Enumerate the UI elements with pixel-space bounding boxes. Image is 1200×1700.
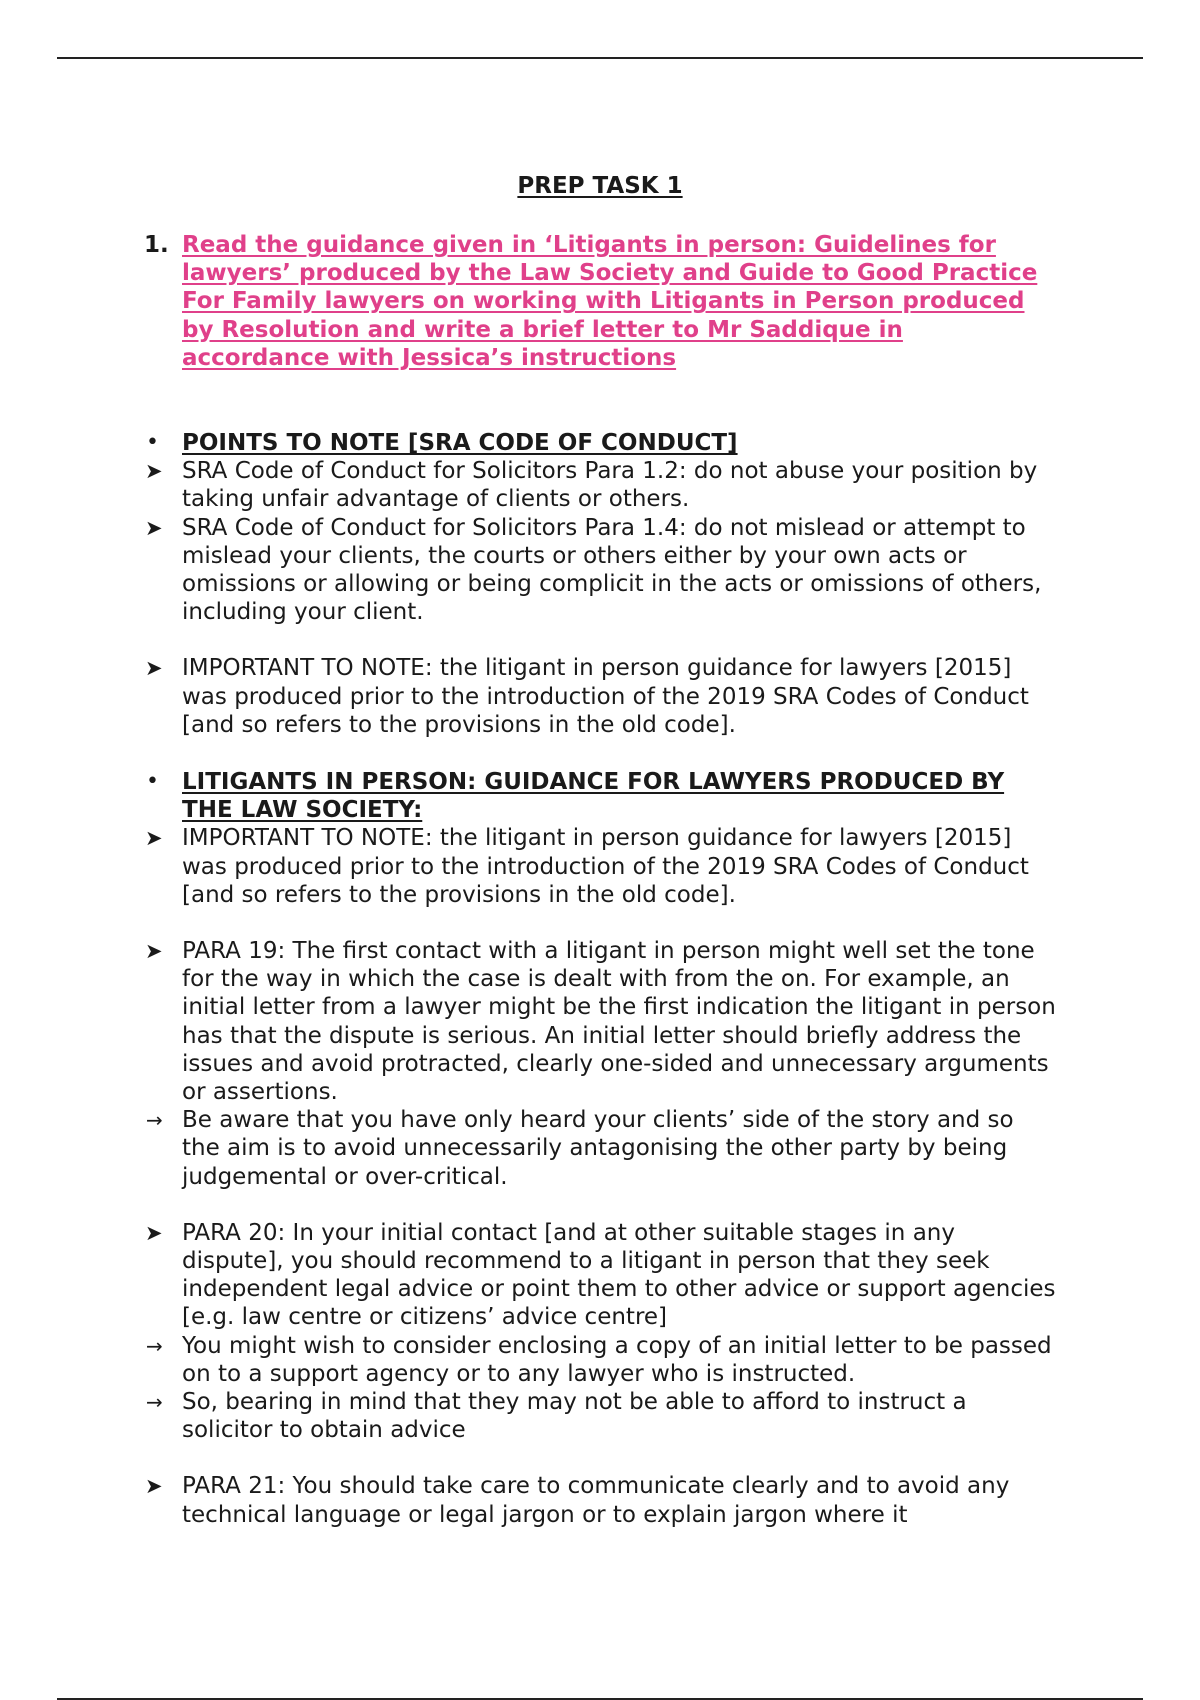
bullet-icon: • [146, 430, 159, 455]
list-item [0, 937, 1057, 1106]
list-item [0, 1106, 1057, 1191]
chevron-bullet-icon: ➤ [145, 1474, 163, 1499]
list-item-text: Be aware that you have only heard your clients’ side of the story and so the aim is to avoid unnecessarily antagonising the other party by being judgemental or over-critical. [182, 1107, 1014, 1190]
list-item [0, 514, 1057, 627]
chevron-bullet-icon: ➤ [145, 515, 163, 540]
list-item [0, 824, 1057, 909]
list-item-text: You might wish to consider enclosing a copy of an initial letter to be passed on to a support agency or to any lawyer who is instructed. [182, 1332, 1052, 1387]
arrow-right-icon: → [146, 1390, 163, 1415]
chevron-bullet-icon: ➤ [145, 1220, 163, 1245]
list-item-text: So, bearing in mind that they may not be able to afford to instruct a solicitor to obtain advice [182, 1389, 967, 1444]
page-title: PREP TASK 1 [517, 173, 683, 199]
list-item-text: PARA 19: The first contact with a litigant in person might well set the tone for the way in which the case is dealt with from the on. For example, an initial letter from a lawyer might be the first indication the litigant in person has that the dispute is serious. An initial letter should briefly address the issues and avoid protracted, clearly one-sided and unnecessary arguments or assertions. [182, 938, 1056, 1106]
section-points-to-note [0, 429, 1200, 739]
list-item-text: IMPORTANT TO NOTE: the litigant in person guidance for lawyers [2015] was produced prior to the introduction of the 2019 SRA Codes of Conduct [and so refers to the provisions in the old code]. [182, 825, 1029, 908]
chevron-bullet-icon: ➤ [145, 459, 163, 484]
list-item-text: SRA Code of Conduct for Solicitors Para 1.4: do not mislead or attempt to mislead your clients, the courts or others either by your own acts or omissions or allowing or being complicit in the acts or omissions of others, including your client. [182, 514, 1042, 626]
list-item [0, 1219, 1057, 1332]
section-heading: POINTS TO NOTE [SRA CODE OF CONDUCT] [182, 430, 738, 456]
list-item-text: SRA Code of Conduct for Solicitors Para 1.2: do not abuse your position by taking unfair advantage of clients or others. [182, 458, 1038, 513]
question-text: Read the guidance given in ‘Litigants in person: Guidelines for lawyers’ produced by the Law Society and Guide to Good Practice For Family lawyers on working with Litigants in Person produced by Resolution and write a brief letter to Mr Saddique in accordance with Jessica’s instructions [182, 232, 1038, 371]
question-1 [0, 231, 1200, 372]
list-item [0, 457, 1057, 513]
list-item [0, 1332, 1057, 1388]
list-item [0, 1472, 1057, 1528]
list-item-text: IMPORTANT TO NOTE: the litigant in person guidance for lawyers [2015] was produced prior to the introduction of the 2019 SRA Codes of Conduct [and so refers to the provisions in the old code]. [182, 655, 1029, 738]
section-law-society-guidance [0, 768, 1200, 1529]
chevron-bullet-icon: ➤ [145, 939, 163, 964]
bullet-icon: • [146, 769, 159, 794]
list-item [0, 654, 1057, 739]
list-item-text: PARA 21: You should take care to communicate clearly and to avoid any technical language or legal jargon or to explain jargon where it [182, 1473, 1010, 1528]
arrow-right-icon: → [146, 1333, 163, 1358]
arrow-right-icon: → [146, 1108, 163, 1133]
chevron-bullet-icon: ➤ [145, 656, 163, 681]
section-heading: LITIGANTS IN PERSON: GUIDANCE FOR LAWYERS PRODUCED BY THE LAW SOCIETY: [182, 769, 1005, 824]
chevron-bullet-icon: ➤ [145, 826, 163, 851]
list-item [0, 1388, 1057, 1444]
top-rule [57, 57, 1143, 59]
question-number: 1. [144, 232, 169, 258]
list-item-text: PARA 20: In your initial contact [and at other suitable stages in any dispute], you should recommend to a litigant in person that they seek independent legal advice or point them to other advice or support agencies [e.g. law centre or citizens’ advice centre] [182, 1219, 1056, 1331]
